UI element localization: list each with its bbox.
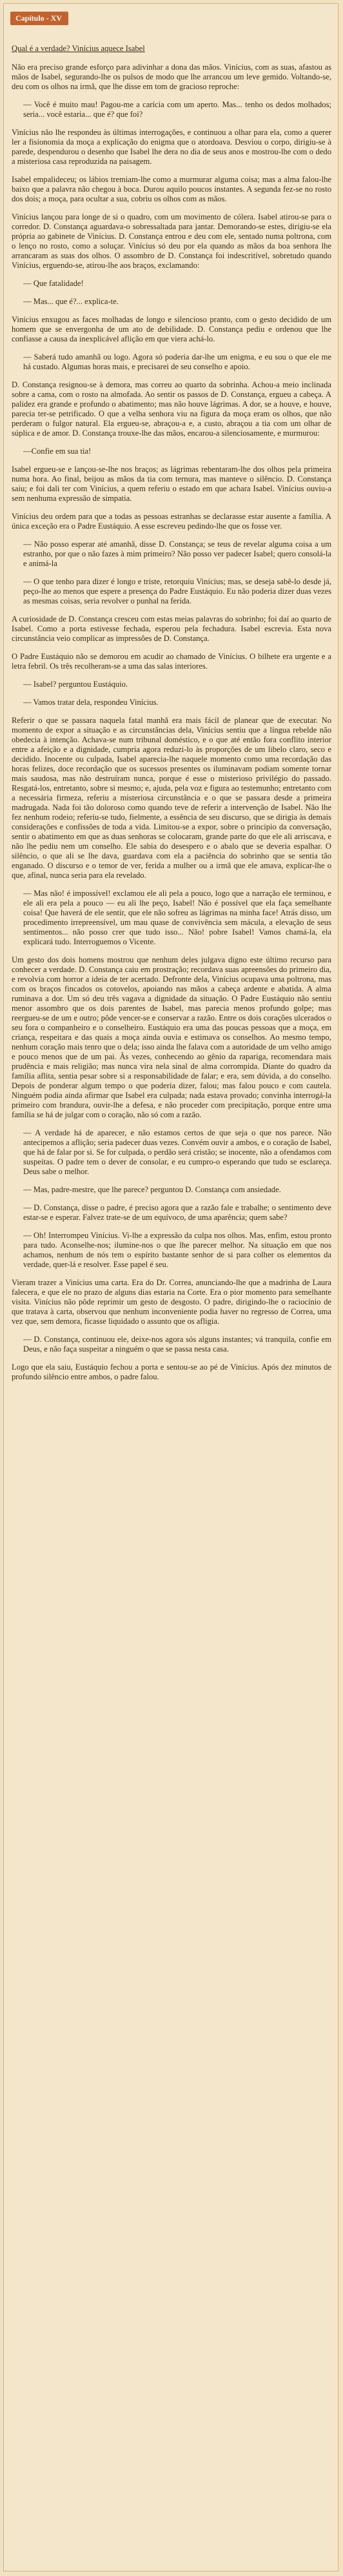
dialogue-paragraph: — D. Constança, disse o padre, é preciso agora que a razão fale e trabalhe; o sentimento deve estar-se e esperar. Falvez trate-se de um equívoco, de uma aparência; quem sabe? — [23, 1203, 331, 1222]
text-paragraph: D. Constança resignou-se à demora, mas correu ao quarto da sobrinha. Achou-a meio inclinada sobre a cama, com o rosto na almofada. Ao sentir os passos de D. Constança, ergueu a cabeça. A palidez era grande e profundo o abatimento; mas não houve lágrimas. A dor, se a houve, e houve, parecia ter-se petrificado. O que a velha senhora viu na figura da moça eram os olhos, que não perderam o fulgor natural. Ela ergueu-se, abraçou-a e, a custo, abraçou a tia com um olhar de súplica e de amor. D. Constança trouxe-lhe das mãos, encarou-a silenciosamente, e murmurou: — [12, 380, 331, 438]
text-paragraph: Vieram trazer a Vinícius uma carta. Era do Dr. Correa, anunciando-lhe que a madrinha de Laura falecera, e que ele no prazo de alguns dias estaria na Corte. Era o pior momento para semelhante visita. Vinícius não pôde reprimir um gesto de desgosto. O padre, dirigindo-lhe o raciocínio de que tratava à carta, observou que nenhum inconveniente podia haver no regresso de Correa, uma vez que, sem demora, ficasse liquidado o assunto que os afligia. — [12, 1278, 331, 1326]
dialogue-paragraph: — Oh! Interrompeu Vinícius. Vi-lhe a expressão da culpa nos olhos. Mas, enfim, estou pronto para tudo. Aconselhe-nos; ilumine-nos o que lhe parecer melhor. Na situação em que nos achamos, nenhum de nós tem o espírito bastante senhor de si para colher os elementos da verdade, quer-lá e resolver. Esse papel é seu. — [23, 1231, 331, 1269]
chapter-subtitle: Qual é a verdade? Vinícius aquece Isabel — [12, 44, 145, 53]
text-paragraph: Vinícius enxugou as faces molhadas de longo e silencioso pranto, com o gesto decidido de um homem que se envergonha de um ato de debilidade. D. Constança pediu e ordenou que lhe confiasse a causa da inexplicável aflição em que viera achá-lo. — [12, 315, 331, 343]
text-paragraph: Vinícius não lhe respondeu às últimas interrogações, e continuou a olhar para ela, como a querer ler a fisionomia da moça a explicação do enigma que o atordoava. Desviou o corpo, dirigiu-se à parede, despendurou o desenho que Isabel lhe dera no dia de seus anos e mostrou-lhe com o dedo a misteriosa casa reproduzida na paisagem. — [12, 128, 331, 166]
text-paragraph: Vinícius lançou para longe de si o quadro, com um movimento de cólera. Isabel atirou-se para o corredor. D. Constança aguardava-o sobressaltada para jantar. Demorando-se estes, dirigiu-se ela própria ao gabinete de Vinícius. D. Constança entrou e deu com ele, sentado numa poltrona, com o lenço no rosto, como a soluçar. Vinícius só deu por ela quando as mãos da boa senhora lhe arrancaram as suas dos olhos. O assombro de D. Constança foi indescritível, sobretudo quando Vinícius, erguendo-se, atirou-lhe aos braços, exclamando: — [12, 212, 331, 270]
text-paragraph: Vinícius deu ordem para que a todas as pessoas estranhas se declarasse estar ausente a família. A única exceção era o Padre Eustáquio. A esse escreveu pedindo-lhe que os fosse ver. — [12, 512, 331, 531]
text-paragraph: Não era preciso grande esforço para adivinhar a dona das mãos. Vinícius, com as suas, afastou as mãos de Isabel, segurando-lhe os pulsos de modo que lhe arrancou um leve gemido. Voltando-se, deu com os olhos na irmã, que lhe disse em tom de gracioso reproche: — [12, 63, 331, 91]
text-paragraph: Isabel empalideceu; os lábios tremiam-lhe como a murmurar alguma coisa; mas a alma falou-lhe baixo que a palavra não chegou à boca. Durou aquilo poucos instantes. A segunda fez-se no rosto dos dois; a moça, para ocultar a sua, cobriu os olhos com as mãos. — [12, 175, 331, 203]
dialogue-paragraph: — D. Constança, continuou ele, deixe-nos agora sós alguns instantes; vá tranquila, confie em Deus, e não faça suspeitar a ninguém o que se passa nesta casa. — [23, 1335, 331, 1354]
dialogue-paragraph: — Mas não! é impossível! exclamou ele ali pela a pouco, logo que a narração ele terminou, e ele ali era pela a pouco — eu ali lhe peço, Isabel! Não é possível que ela faça semelhante coisa! Que haverá de ele sentir, que ele não sofreu as lágrimas na minha face! Atrás disso, um procedimento irrepreensível, um mau quase de convivência sem mácula, a elevação de seus sentimentos... não posso crer que tudo isso... Não! pobre Isabel! Vamos chamá-la, ela explicará tudo. Interroguemos o Vicente. — [23, 889, 331, 946]
dialogue-paragraph: — Não posso esperar até amanhã, disse D. Constança; se teus de revelar alguma coisa a um estranho, por que o não fazes à mim primeiro? Não posso ver padecer Isabel; quero consolá-la e animá-la — [23, 540, 331, 568]
text-paragraph: Referir o que se passara naquela fatal manhã era mais fácil de planear que de executar. No momento de expor a situação e as circunstâncias dela, Vinícius sentiu que a língua rebelde não obedecia à intenção. Achava-se num tribunal doméstico, e o que até então fora conflito interior entre a afeição e a dignidade, cumpria agora reduzi-lo às proporções de um libelo claro, seco e decidido. Inocente ou culpada, Isabel aparecia-lhe naquele momento como uma recordação das horas felizes, doce recordação que os sucessos presentes os iluminavam podiam somente tornar mais saudosa, mas não destruíram nunca, porque é esse o misterioso privilégio do passado. Resgatá-los, entretanto, sobre si mesmo; e, ajuda, pela voz e figura ao testemunho; entretanto com a necessária firmeza, referiu a misteriosa circunstância e o que se passara desde a primeira madrugada. Nada foi tão doloroso como quando teve de referir a intervenção de Isabel. Não lhe fez nenhum rodeio; referiu-se tudo, fielmente, a essência de seu discurso, que se dirigia às demais considerações e confissões de toda a vida. Limitou-se a expor, sobre o principio da conversação, sentir o abatimento em que as duas senhoras se colocaram, grande parte do que ele ali arriscava, e não lhe pediu nem um conselho. Ele sabia do desespero e o abalo que se deveria espalhar. O silêncio, o que ali se lhe dava, guardava com ela a paciência do sobrinho que se sentia tão enganado. O discurso e o temor de ver, ferida a mulher ou a irmã que ele amava, explicar-lhe o que, afinal, nunca seria para ela revelado. — [12, 716, 331, 880]
chapter-body — [12, 44, 331, 1390]
dialogue-paragraph: — A verdade há de aparecer, e não estamos certos de que seja o que nos parece. Não antecipemos a aflição; seria padecer duas vezes. Convém ouvir a ambos, e o coração de Isabel, que há de falar por si. Se for culpada, o perdão será cristão; se inocente, não a ofendamos com suspeitas. O padre tem o dever de consolar, e eu cumpro-o esperando que tudo se esclareça. Deus sabe o melhor. — [23, 1128, 331, 1176]
dialogue-paragraph: — Você é muito mau! Pagou-me a carícia com um aperto. Mas... tenho os dedos molhados; seria... você estaria... que é? que foi? — [23, 100, 331, 119]
text-paragraph: Isabel ergueu-se e lançou-se-lhe nos braços; as lágrimas rebentaram-lhe dos olhos pela primeira numa hora. Ao final, beijou as mãos da tia com ternura, mas manteve o silêncio. D. Constança saiu; e foi dali ter com Vinícius, a quem referiu o estado em que achara Isabel. Vinícius ouviu-a sem nenhuma expressão de simpatia. — [12, 465, 331, 503]
dialogue-paragraph: — Vamos tratar dela, respondeu Vinícius. — [23, 698, 159, 707]
page-frame — [3, 3, 338, 2571]
chapter-tab: Capítulo - XV — [10, 12, 68, 25]
dialogue-paragraph: — O que tenho para dizer é longo e triste, retorquiu Vinícius; mas, se deseja sabê-lo desde já, peço-lhe ao menos que espere a presença do Padre Eustáquio. Eu não poderia dizer duas vezes as mesmas coisas, seria revolver o punhal na ferida. — [23, 577, 331, 605]
dialogue-paragraph: — Que fatalidade! — [23, 279, 84, 288]
dialogue-paragraph: — Saberá tudo amanhã ou logo. Agora só poderia dar-lhe um enigma, e eu sou o que ele me há custado. Algumas horas mais, e precisarei de seu conselho e apoio. — [23, 352, 331, 371]
dialogue-paragraph: — Mas... que é?... explica-te. — [23, 297, 119, 306]
dialogue-paragraph: —Confie em sua tia! — [23, 447, 92, 456]
text-paragraph: A curiosidade de D. Constança cresceu com estas meias palavras do sobrinho; foi daí ao quarto de Isabel. Como a porta estivesse fechada, esperou pela fechadura. Isabel escrevia. Esta nova circunstância veio complicar as impressões de D. Constança. — [12, 614, 331, 643]
text-paragraph: Um gesto dos dois homens mostrou que nenhum deles julgava digno este último recurso para conhecer a verdade. D. Constança caiu em prostração; recordava suas apreensões do primeiro dia, e revolvia com horror a ideia de ter acertado. Defronte dela, Vinícius ocupava uma poltrona, mas com os braços fincados os cotovelos, apoiando nas mãos a cabeça ardente e abatida. A alma ruminava a dor. Um só deu três vagava a dignidade da situação. O Padre Eustáquio não sentiu menor assombro que os dois parentes de Isabel, mas parecia menos profundo golpe; mas reergueu-se de um e outro; pôde vencer-se e conservar a razão. Entre os dois corações ulcerados o seu fora o companheiro e o conselheiro. Eustáquio era uma das poucas pessoas que a moça, em criança, respeitara e das quais a moça ainda ouvia e estimava os conselhos. Ao mesmo tempo, nenhum coração mais tenro que o dela; isso ainda lhe falava com a autoridade de um velho amigo e pouco menos que de um pai. Às vezes, conhecendo ao gênio da rapariga, recomendara mais prudência e mais religião; mas nunca vira nela sinal de alma corrompida. Diante do quadro da família aflita, sentia pesar sobre si a responsabilidade de falar; e era, sem dúvida, a do conselho. Depois de ponderar algum tempo o que poderia dizer, falou; mas falou pouco e com cautela. Ninguém podia ainda afirmar que Isabel era culpada; nada estava provado; convinha interrogá-la primeiro com brandura, ouvir-lhe a defesa, e não proceder com precipitação, porque entre uma família se há de julgar com o coração, não só com a razão. — [12, 955, 331, 1119]
dialogue-paragraph: — Mas, padre-mestre, que lhe parece? perguntou D. Constança com ansiedade. — [23, 1185, 281, 1194]
text-paragraph: O Padre Eustáquio não se demorou em acudir ao chamado de Vinícius. O bilhete era urgente e a letra febril. Os três recolheram-se a uma das salas interiores. — [12, 652, 331, 671]
dialogue-paragraph: — Isabel? perguntou Eustáquio. — [23, 680, 128, 689]
text-paragraph: Logo que ela saiu, Eustáquio fechou a porta e sentou-se ao pé de Vinícius. Após dez minutos de profundo silêncio entre ambos, o padre falou. — [12, 1363, 331, 1381]
